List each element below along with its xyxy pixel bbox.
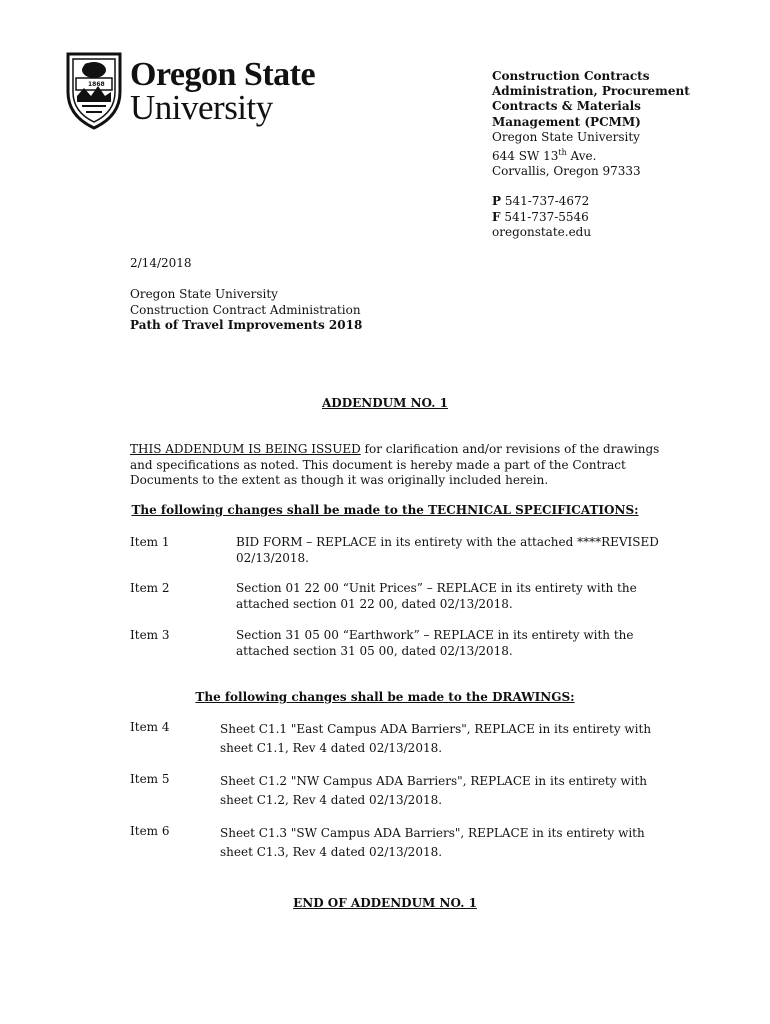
item-text: Sheet C1.2 "NW Campus ADA Barriers", REPLACE in its entirety with sheet C1.2, Rev 4 dated 02/13/2018. bbox=[220, 774, 648, 807]
street-number: 644 SW 13 bbox=[492, 149, 559, 164]
item-text: BID FORM – REPLACE in its entirety with the attached ****REVISED 02/13/2018. bbox=[236, 535, 659, 565]
item-label: Item 3 bbox=[130, 628, 170, 642]
phone-label: P bbox=[492, 194, 502, 209]
project-name: Path of Travel Improvements 2018 bbox=[130, 318, 363, 332]
sender-address-block bbox=[492, 69, 732, 240]
sender-city: Corvallis, Oregon 97333 bbox=[492, 164, 641, 179]
fax-label: F bbox=[492, 209, 501, 224]
phone-number: 541-737-4672 bbox=[501, 194, 590, 209]
sender-street bbox=[492, 145, 732, 164]
street-suffix: th bbox=[558, 148, 567, 158]
addendum-title: ADDENDUM NO. 1 bbox=[322, 396, 448, 410]
sender-web: oregonstate.edu bbox=[492, 224, 592, 239]
end-of-addendum: END OF ADDENDUM NO. 1 bbox=[293, 896, 477, 910]
recipient-line-2: Construction Contract Administration bbox=[130, 302, 361, 317]
item-text: Section 31 05 00 “Earthwork” – REPLACE in its entirety with the attached section 31 05 00, dated 02/13/2018. bbox=[236, 628, 634, 658]
letter-date: 2/14/2018 bbox=[130, 256, 192, 270]
seal-year: 1868 bbox=[88, 81, 105, 88]
dept-line: Contracts & Materials bbox=[492, 99, 641, 114]
item-label: Item 6 bbox=[130, 824, 170, 838]
street-name: Ave. bbox=[566, 149, 597, 164]
item-label: Item 1 bbox=[130, 535, 170, 549]
drawings-heading: The following changes shall be made to the DRAWINGS: bbox=[195, 690, 575, 704]
item-text: Sheet C1.1 "East Campus ADA Barriers", REPLACE in its entirety with sheet C1.1, Rev 4 dated 02/13/2018. bbox=[220, 722, 652, 755]
specs-heading: The following changes shall be made to the TECHNICAL SPECIFICATIONS: bbox=[131, 503, 639, 517]
recipient-line-1: Oregon State University bbox=[130, 287, 278, 301]
recipient-block bbox=[130, 287, 362, 334]
logo-line-2: University bbox=[130, 88, 273, 127]
intro-rest: for clarification and/or revisions of the drawings and specifications as noted. This document is hereby made a part of the Contract Documents to the extent as though it was originally included herein. bbox=[130, 442, 660, 487]
item-label: Item 5 bbox=[130, 772, 170, 786]
item-text: Section 01 22 00 “Unit Prices” – REPLACE in its entirety with the attached section 01 22 00, dated 02/13/2018. bbox=[236, 581, 637, 611]
sender-phone bbox=[492, 194, 732, 209]
intro-lead: THIS ADDENDUM IS BEING ISSUED bbox=[130, 442, 361, 456]
sender-org: Oregon State University bbox=[492, 129, 640, 144]
item-text: Sheet C1.3 "SW Campus ADA Barriers", REPLACE in its entirety with sheet C1.3, Rev 4 dated 02/13/2018. bbox=[220, 826, 645, 859]
dept-line: Construction Contracts bbox=[492, 69, 650, 83]
item-label: Item 4 bbox=[130, 720, 170, 734]
osu-logo bbox=[62, 46, 322, 130]
dept-line: Management (PCMM) bbox=[492, 114, 641, 129]
item-label: Item 2 bbox=[130, 581, 170, 595]
intro-paragraph bbox=[130, 442, 685, 489]
osu-seal-icon bbox=[62, 46, 126, 130]
dept-line: Administration, Procurement bbox=[492, 84, 690, 99]
logo-line-1: Oregon State bbox=[130, 56, 316, 93]
sender-fax bbox=[492, 210, 732, 225]
fax-number: 541-737-5546 bbox=[500, 209, 589, 224]
